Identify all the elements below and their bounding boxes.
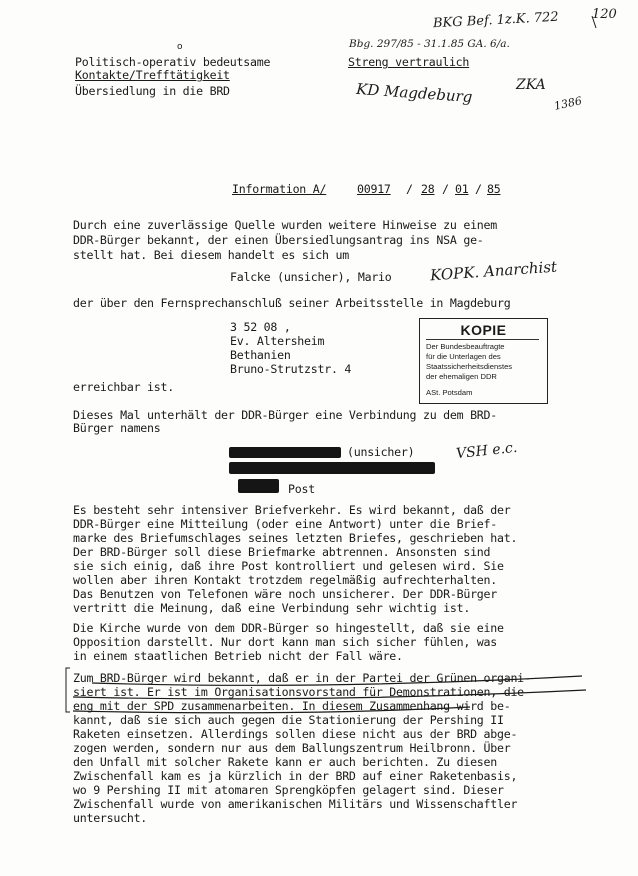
archive-page-number: 120 — [592, 7, 617, 22]
stamp-line: für die Unterlagen des — [426, 352, 501, 361]
body-line: wo 9 Pershing II mit atomaren Sprengköpfen gelagert sind. Dieser — [73, 783, 504, 797]
information-number: 00917 — [357, 182, 391, 196]
body-line: eng mit der SPD zusammenarbeiten. In diesem Zusammenhang wird be- — [73, 699, 511, 713]
pen-tick — [592, 16, 596, 28]
topic-line-1: Politisch-operativ bedeutsame — [75, 55, 271, 69]
stamp-line: ASt. Potsdam — [426, 388, 473, 397]
body-line: DDR-Bürger eine Mitteilung (oder eine Antwort) unter die Brief- — [73, 517, 497, 531]
stamp-line: Der Bundesbeauftragte — [426, 342, 505, 351]
body-line: Raketen einsetzen. Allerdings sollen diese nicht aus der BRD abge- — [73, 727, 518, 741]
body-line: kannt, daß sie sich auch gegen die Stationierung der Pershing II — [73, 713, 504, 727]
stamp-title: KOPIE — [460, 322, 507, 338]
address-line-2: Bethanien — [230, 348, 291, 362]
body-line: den Unfall mit solcher Rakete kann er auch berichten. Zu diesen — [73, 755, 497, 769]
address-line-3: Bruno-Strutzstr. 4 — [230, 362, 352, 376]
information-day: 28 — [421, 182, 435, 196]
body-line: zogen werden, sondern nur aus dem Ballungszentrum Heilbronn. Über — [73, 741, 511, 755]
information-separator-1: / — [406, 182, 413, 196]
address-line-1: Ev. Altersheim — [230, 334, 325, 348]
body-line: marke des Briefumschlages seines letzten Briefes, geschrieben hat. — [73, 531, 518, 545]
body-line: der über den Fernsprechanschluß seiner Arbeitsstelle in Magdeburg — [73, 296, 511, 310]
contact-remark-note: VSH e.c. — [455, 439, 519, 463]
body-line: DDR-Bürger bekannt, der einen Übersiedlungsantrag ins NSA ge- — [73, 233, 484, 247]
body-line: sie sich einig, daß ihre Post kontrolliert und gelesen wird. Sie — [73, 559, 504, 573]
pen-bracket — [66, 668, 70, 712]
stamp-line: der ehemaligen DDR — [426, 372, 497, 381]
information-year: 85 — [487, 182, 501, 196]
uncertain-note: (unsicher) — [347, 445, 415, 459]
information-separator-3: / — [475, 182, 482, 196]
zka-note: ZKA — [516, 77, 546, 93]
classification-label: Streng vertraulich — [348, 55, 470, 69]
body-line: Bürger namens — [73, 421, 161, 435]
information-separator-2: / — [442, 182, 449, 196]
pen-underline — [92, 676, 582, 685]
body-line: stellt hat. Bei diesem handelt es sich um — [73, 248, 349, 262]
topic-line-2: Kontakte/Trefftätigkeit — [75, 68, 230, 82]
kd-magdeburg-note: KD Magdeburg — [355, 79, 473, 107]
body-line: Die Kirche wurde von dem DDR-Bürger so hingestellt, daß sie eine — [73, 621, 504, 635]
reference-note: Bbg. 297/85 - 31.1.85 GA. 6/a. — [349, 38, 510, 50]
reachable-line: erreichbar ist. — [73, 380, 174, 394]
body-line: untersucht. — [73, 811, 148, 825]
pen-underline — [73, 707, 470, 713]
zka-number-note: 1386 — [552, 94, 584, 113]
punch-hole-mark: o — [177, 42, 183, 52]
body-line: Der BRD-Bürger soll diese Briefmarke abtrennen. Ansonsten sind — [73, 545, 491, 559]
body-line: Zwischenfall wurde von amerikanischen Militärs und Wissenschaftler — [73, 797, 518, 811]
body-line: in einem staatlichen Betrieb nicht der Fall wäre. — [73, 649, 403, 663]
topic-line-3: Übersiedlung in die BRD — [75, 84, 230, 98]
person-name-line: Falcke (unsicher), Mario — [230, 270, 392, 284]
body-line: Dieses Mal unterhält der DDR-Bürger eine Verbindung zu dem BRD- — [73, 408, 497, 422]
body-line: Es besteht sehr intensiver Briefverkehr. Es wird bekannt, daß der — [73, 503, 511, 517]
body-line: Durch eine zuverlässige Quelle wurden weitere Hinweise zu einem — [73, 218, 497, 232]
archive-reference-note: BKG Bef. 1z.K. 722 — [432, 9, 559, 32]
information-label: Information A/ — [232, 182, 327, 196]
body-line: Opposition darstellt. Nur dort kann man sich sicher fühlen, was — [73, 635, 497, 649]
body-line: Zum BRD-Bürger wird bekannt, daß er in der Partei der Grünen organi- — [73, 671, 531, 685]
post-label: Post — [288, 482, 315, 496]
body-line: siert ist. Er ist im Organisationsvorstand für Demonstrationen, die — [73, 685, 524, 699]
body-line: Das Benutzen von Telefonen wäre noch unsicherer. Der DDR-Bürger — [73, 587, 497, 601]
body-line: vertritt die Meinung, daß eine Verbindung sehr wichtig ist. — [73, 601, 471, 615]
phone-number: 3 52 08 , — [230, 320, 291, 334]
information-month: 01 — [455, 182, 469, 196]
pen-underline — [73, 690, 586, 699]
stamp-line: Staatssicherheitsdienstes — [426, 362, 513, 371]
name-remark-note: KOPK. Anarchist — [429, 257, 558, 285]
body-line: wollen aber ihren Kontakt trotzdem regelmäßig aufrechterhalten. — [73, 573, 497, 587]
body-line: Zwischenfall kam es ja kürzlich in der BRD auf einer Raketenbasis, — [73, 769, 518, 783]
